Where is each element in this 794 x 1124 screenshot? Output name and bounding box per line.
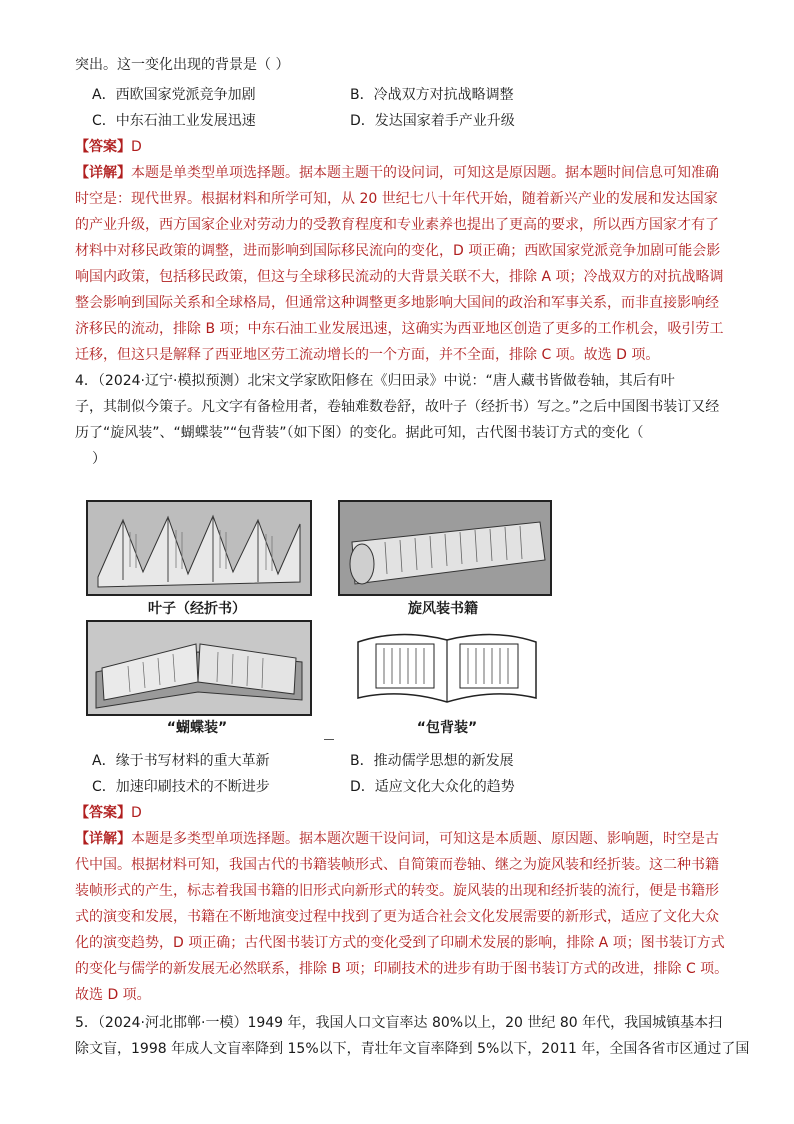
xuanfeng-illustration: [340, 502, 550, 594]
baobei-illustration: [350, 622, 544, 710]
q4-detail-line-0: 【详解】本题是多类型单项选择题。据本题次题干设问词，可知这是本质题、原因题、影响题，时空是古: [75, 831, 719, 847]
q4-detail-line-2: 装帧形式的产生，标志着我国书籍的旧形式向新形式的转变。旋风装的出现和经折装的流行，便是书籍形: [75, 883, 719, 899]
q4-stem-line-2: 历了“旋风装”、“蝴蝶装”“包背装”（如下图）的变化。据此可知，古代图书装订方式的变化（: [75, 425, 644, 441]
q4-detail-line-5: 的变化与儒学的新发展无必然联系，排除 B 项；印刷技术的进步有助于图书装订方式的改进，排除 C 项。: [75, 961, 729, 977]
q5-stem-line-1: 除文盲，1998 年成人文盲率降到 15%以下，青壮年文盲率降到 5%以下，2011 年，全国各省市区通过了国: [75, 1041, 750, 1057]
q4-stem-line-0: 4．（2024·辽宁·模拟预测）北宋文学家欧阳修在《归田录》中说：“唐人藏书皆做卷轴，其后有叶: [75, 373, 675, 389]
q5-stem-line-0: 5．（2024·河北邯郸·一模）1949 年，我国人口文盲率达 80%以上，20 世纪 80 年代，我国城镇基本扫: [75, 1015, 723, 1031]
yezi-illustration: [88, 502, 310, 594]
prev-detail-line-0: 【详解】本题是单类型单项选择题。据本题主题干的设问词，可知这是原因题。据本题时间信息可知准确: [75, 165, 719, 181]
caption-baobei: “包背装”: [416, 720, 478, 736]
detail-label: 【详解】: [75, 831, 131, 847]
caption-yezi: 叶子（经折书）: [148, 601, 246, 617]
q4-option-d: D．适应文化大众化的趋势: [350, 779, 515, 795]
answer-value: D: [131, 805, 142, 821]
caption-xuanfeng: 旋风装书籍: [408, 601, 478, 617]
answer-label: 【答案】: [75, 805, 131, 821]
q4-option-a: A．缘于书写材料的重大革新: [92, 753, 270, 769]
prev-option-d: D．发达国家着手产业升级: [350, 113, 515, 129]
q5-number: 5．: [75, 1015, 98, 1031]
prev-stem-tail: 突出。这一变化出现的背景是（ ）: [75, 57, 290, 73]
q4-number: 4．: [75, 373, 98, 389]
q4-detail-line-6: 故选 D 项。: [75, 987, 151, 1003]
prev-option-a: A．西欧国家党派竞争加剧: [92, 87, 256, 103]
q4-answer: [75, 800, 142, 826]
figure-divider: [324, 739, 334, 740]
q4-stem-line-3: ）: [92, 451, 106, 467]
q4-detail-line-1: 代中国。根据材料可知，我国古代的书籍装帧形式、自简策而卷轴、继之为旋风装和经折装。这二种书籍: [75, 857, 719, 873]
prev-detail-line-7: 迁移，但这只是解释了西亚地区劳工流动增长的一个方面，并不全面，排除 C 项。故选 D 项。: [75, 347, 660, 363]
answer-label: 【答案】: [75, 139, 131, 155]
q4-detail-line-4: 化的演变趋势，D 项正确；古代图书装订方式的变化受到了印刷术发展的影响，排除 A 项；图书装订方式: [75, 935, 725, 951]
q4-source: （2024·辽宁·模拟预测）: [97, 373, 248, 389]
q4-stem-line-1: 子，其制似今策子。凡文字有备检用者，卷轴难数卷舒，故叶子（经折书）写之。”之后中国图书装订又经: [75, 399, 720, 415]
photo-baobei: [350, 622, 544, 710]
q4-detail-line-3: 式的演变和发展，书籍在不断地演变过程中找到了更为适合社会文化发展需要的新形式，适应了文化大众: [75, 909, 719, 925]
photo-hudie: [86, 620, 312, 716]
caption-hudie: “蝴蝶装”: [166, 720, 228, 736]
prev-answer: [75, 134, 142, 160]
q5-source: （2024·河北邯郸·一模）: [97, 1015, 248, 1031]
photo-yezi: [86, 500, 312, 596]
prev-detail-line-3: 材料中对移民政策的调整，进而影响到国际移民流向的变化，D 项正确；西欧国家党派竞争加剧可能会影: [75, 243, 721, 259]
prev-detail-line-5: 整会影响到国际关系和全球格局，但通常这种调整更多地影响大国间的政治和军事关系，而非直接影响经: [75, 295, 719, 311]
q4-option-c: C．加速印刷技术的不断进步: [92, 779, 270, 795]
prev-detail-line-2: 的产业升级，西方国家企业对劳动力的受教育程度和专业素养也提出了更高的要求，所以西方国家才有了: [75, 217, 719, 233]
answer-value: D: [131, 139, 142, 155]
hudie-illustration: [88, 622, 310, 714]
prev-detail-line-4: 响国内政策，包括移民政策，但这与全球移民流动的大背景关联不大，排除 A 项；冷战双方的对抗战略调: [75, 269, 724, 285]
photo-xuanfeng: [338, 500, 552, 596]
detail-label: 【详解】: [75, 165, 131, 181]
q4-option-b: B．推动儒学思想的新发展: [350, 753, 514, 769]
prev-option-c: C．中东石油工业发展迅速: [92, 113, 256, 129]
prev-detail-line-1: 时空是：现代世界。根据材料和所学可知，从 20 世纪七八十年代开始，随着新兴产业的发展和发达国家: [75, 191, 718, 207]
prev-detail-line-6: 济移民的流动，排除 B 项；中东石油工业发展迅速，这确实为西亚地区创造了更多的工作机会，吸引劳工: [75, 321, 724, 337]
prev-option-b: B．冷战双方对抗战略调整: [350, 87, 514, 103]
